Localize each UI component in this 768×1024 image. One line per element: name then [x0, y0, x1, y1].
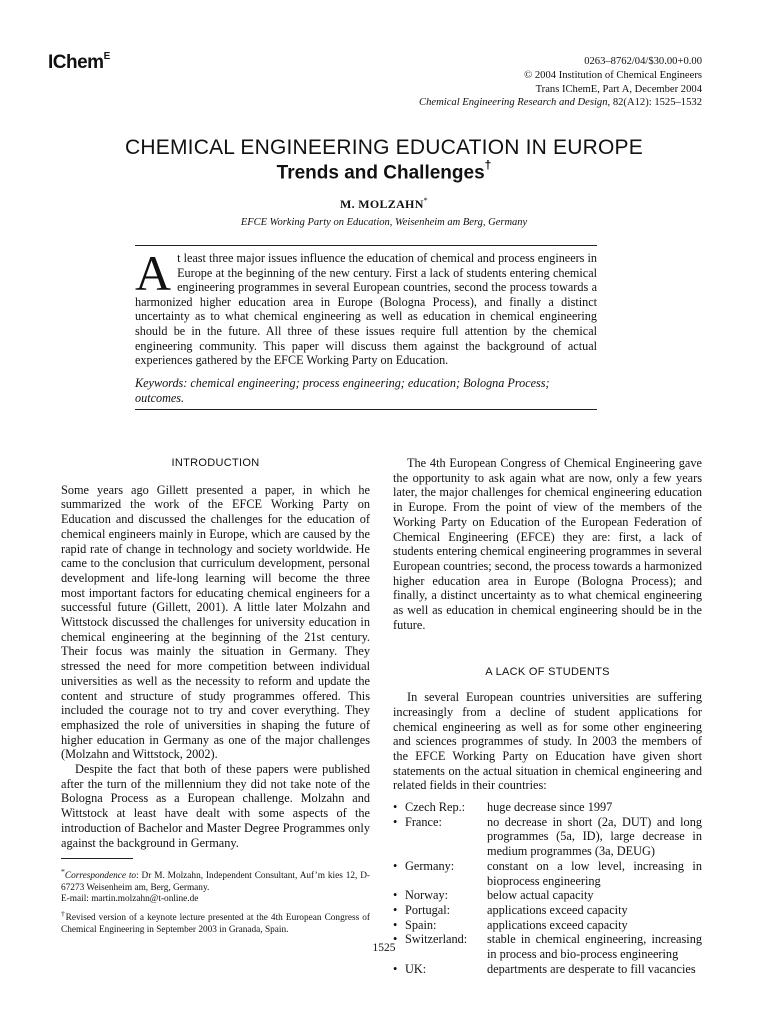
country-name: Portugal:	[405, 902, 451, 917]
country-name: Switzerland:	[405, 932, 468, 947]
logo-text: IChem	[48, 52, 104, 73]
list-item	[393, 859, 702, 888]
right-paragraph-1: The 4th European Congress of Chemical Engineering gave the opportunity to ask again what are now, only a few years later, the major challenges for chemical engineering education in Europe. From the point of view of the members of the Working Party on Education of the European Federation of Chemical Engineering (EFCE) they are: first, a lack of students entering chemical engineering programmes in several European countries; second, the process towards a harmonized higher education area in Europe (Bologna Process); and finally, a distinct uncertainty as to what chemical engineering as well as education in chemical engineering should be in the future.	[393, 456, 702, 632]
country-desc: below actual capacity	[487, 888, 594, 903]
bullet: •	[393, 858, 398, 873]
affiliation: EFCE Working Party on Education, Weisenheim am Berg, Germany	[240, 217, 528, 228]
country-name: Germany:	[405, 858, 455, 873]
country-desc: constant on a low level, increasing in bioprocess engineering	[487, 858, 702, 888]
title-sub-text: Trends and Challenges	[276, 162, 485, 184]
abstract-dropcap: A	[135, 245, 172, 301]
author-name: M. MOLZAHN	[340, 197, 424, 211]
issn-code: 0263–8762/04/$30.00+0.00	[584, 56, 702, 67]
footnote-correspondence: *Correspondence to: Dr M. Molzahn, Independent Consultant, Auf’m kies 12, D-67273 Weisenheim am, Berg, Germany. E-mail: martin.molzahn@t-online.de	[61, 867, 370, 904]
introduction-heading: INTRODUCTION	[171, 457, 260, 469]
citation-journal: Chemical Engineering Research and Design	[419, 97, 608, 109]
bullet: •	[393, 932, 398, 947]
intro-paragraph-2: Despite the fact that both of these papers were published after the turn of the millennium they did not take note of the Bologna Process as a European challenge. Molzahn and Wittstock at least have dealt with some aspects of the introduction of Bachelor and Master Degree Programmes only against the background in Germany.	[61, 762, 370, 850]
left-column	[61, 456, 370, 850]
title-dagger: †	[484, 158, 492, 172]
country-name: Norway:	[405, 888, 449, 903]
abstract-text: t least three major issues influence the education of chemical and process engineers in Europe at the beginning of the new century. First a lack of students entering chemical engineering programmes in several European countries, second the process towards a harmonized higher education area in Europe (Bologna Process), and finally a distinct uncertainty as to what chemical engineering as well as education in chemical engineering should be in the future. All three of these issues require full attention by the chemical engineering community. This paper will discuss them against the background of actual experiences gathered by the EFCE Working Party on Education.	[135, 251, 597, 368]
country-name: UK:	[405, 961, 427, 976]
trans-line: Trans IChemE, Part A, December 2004	[535, 83, 702, 95]
logo-superscript: E	[103, 50, 110, 62]
correspondence-label: Correspondence to	[64, 871, 137, 882]
lack-of-students-heading: A LACK OF STUDENTS	[485, 666, 610, 679]
correspondence-text: : Dr M. Molzahn, Independent Consultant, Auf’m kies 12, D-67273 Weisenheim am, Berg, Germany.	[61, 871, 370, 893]
citation-line	[342, 96, 702, 110]
paper-title	[0, 136, 768, 184]
copyright-line: © 2004 Institution of Chemical Engineers	[524, 69, 702, 81]
abstract-bottom-rule	[135, 409, 597, 410]
dagger-text: Revised version of a keynote lecture presented at the 4th European Congress of Chemical Engineering in September 2003 in Granada, Spain.	[61, 913, 371, 935]
citation-rest: , 82(A12): 1525–1532	[607, 97, 702, 109]
bullet: •	[393, 902, 398, 917]
title-sub	[0, 160, 768, 184]
journal-info	[342, 55, 702, 110]
bullet: •	[393, 800, 398, 815]
right-paragraph-2: In several European countries universities are suffering increasingly from a decline of student applications for chemical engineering as well as for some other engineering and sciences programmes of study. In 2003 the members of the EFCE Working Party on Education have given short statements on the actual situation in chemical engineering and related fields in their countries:	[393, 690, 702, 793]
bullet: •	[393, 814, 398, 829]
list-item	[393, 903, 702, 918]
list-item	[393, 918, 702, 933]
list-item	[393, 962, 702, 977]
footnote-rule	[61, 858, 133, 859]
list-item	[393, 800, 702, 815]
country-desc: huge decrease since 1997	[487, 800, 613, 815]
country-name: Czech Rep.:	[405, 800, 466, 815]
country-desc: applications exceed capacity	[487, 902, 628, 917]
bullet: •	[393, 961, 398, 976]
title-main: CHEMICAL ENGINEERING EDUCATION IN EUROPE	[125, 136, 643, 159]
country-name: France:	[405, 814, 442, 829]
list-item	[393, 888, 702, 903]
country-desc: applications exceed capacity	[487, 917, 628, 932]
footnote-dagger: †Revised version of a keynote lecture presented at the 4th European Congress of Chemical Engineering in September 2003 in Granada, Spain.	[61, 909, 371, 935]
abstract	[135, 245, 597, 368]
intro-paragraph-1: Some years ago Gillett presented a paper, in which he summarized the work of the EFCE Working Party on Education and discussed the challenges for the education of chemical engineers mainly in Europe, which are caused by the rapid rate of change in technology and society worldwide. He came to the conclusion that curriculum development, personal development and life-long learning will become the three most important factors for educating chemical engineers for a successful future (Gillett, 2001). A little later Molzahn and Wittstock discussed the challenges for university education in chemical engineering at the beginning of the 21st century. Their focus was mainly the situation in Germany. They stressed the need for more competition between individual universities as well as the necessity to reform and update the content and structure of study programmes offered. This included the courage not to try and cover everything. They emphasized the role of universities in shaping the future of higher education in Germany as one of the major challenges (Molzahn and Wittstock, 2002).	[61, 482, 370, 762]
bullet: •	[393, 917, 398, 932]
page-number: 1525	[372, 942, 396, 954]
bullet: •	[393, 888, 398, 903]
ichem-logo	[48, 52, 110, 74]
country-desc: no decrease in short (2a, DUT) and long programmes (5a, ID), large decrease in medium programmes (3a, DEUG)	[487, 814, 702, 859]
email: E-mail: martin.molzahn@t-online.de	[61, 893, 199, 904]
footnotes	[61, 866, 370, 939]
right-column	[393, 456, 702, 977]
country-desc: departments are desperate to fill vacancies	[487, 961, 696, 976]
country-desc: stable in chemical engineering, increasing in process and bio-process engineering	[487, 932, 702, 962]
country-name: Spain:	[405, 917, 437, 932]
keywords: Keywords: chemical engineering; process engineering; education; Bologna Process; outcomes.	[135, 376, 550, 405]
abstract-top-rule	[135, 245, 597, 246]
author	[0, 196, 768, 212]
list-item	[393, 815, 702, 859]
author-mark: *	[423, 196, 428, 205]
